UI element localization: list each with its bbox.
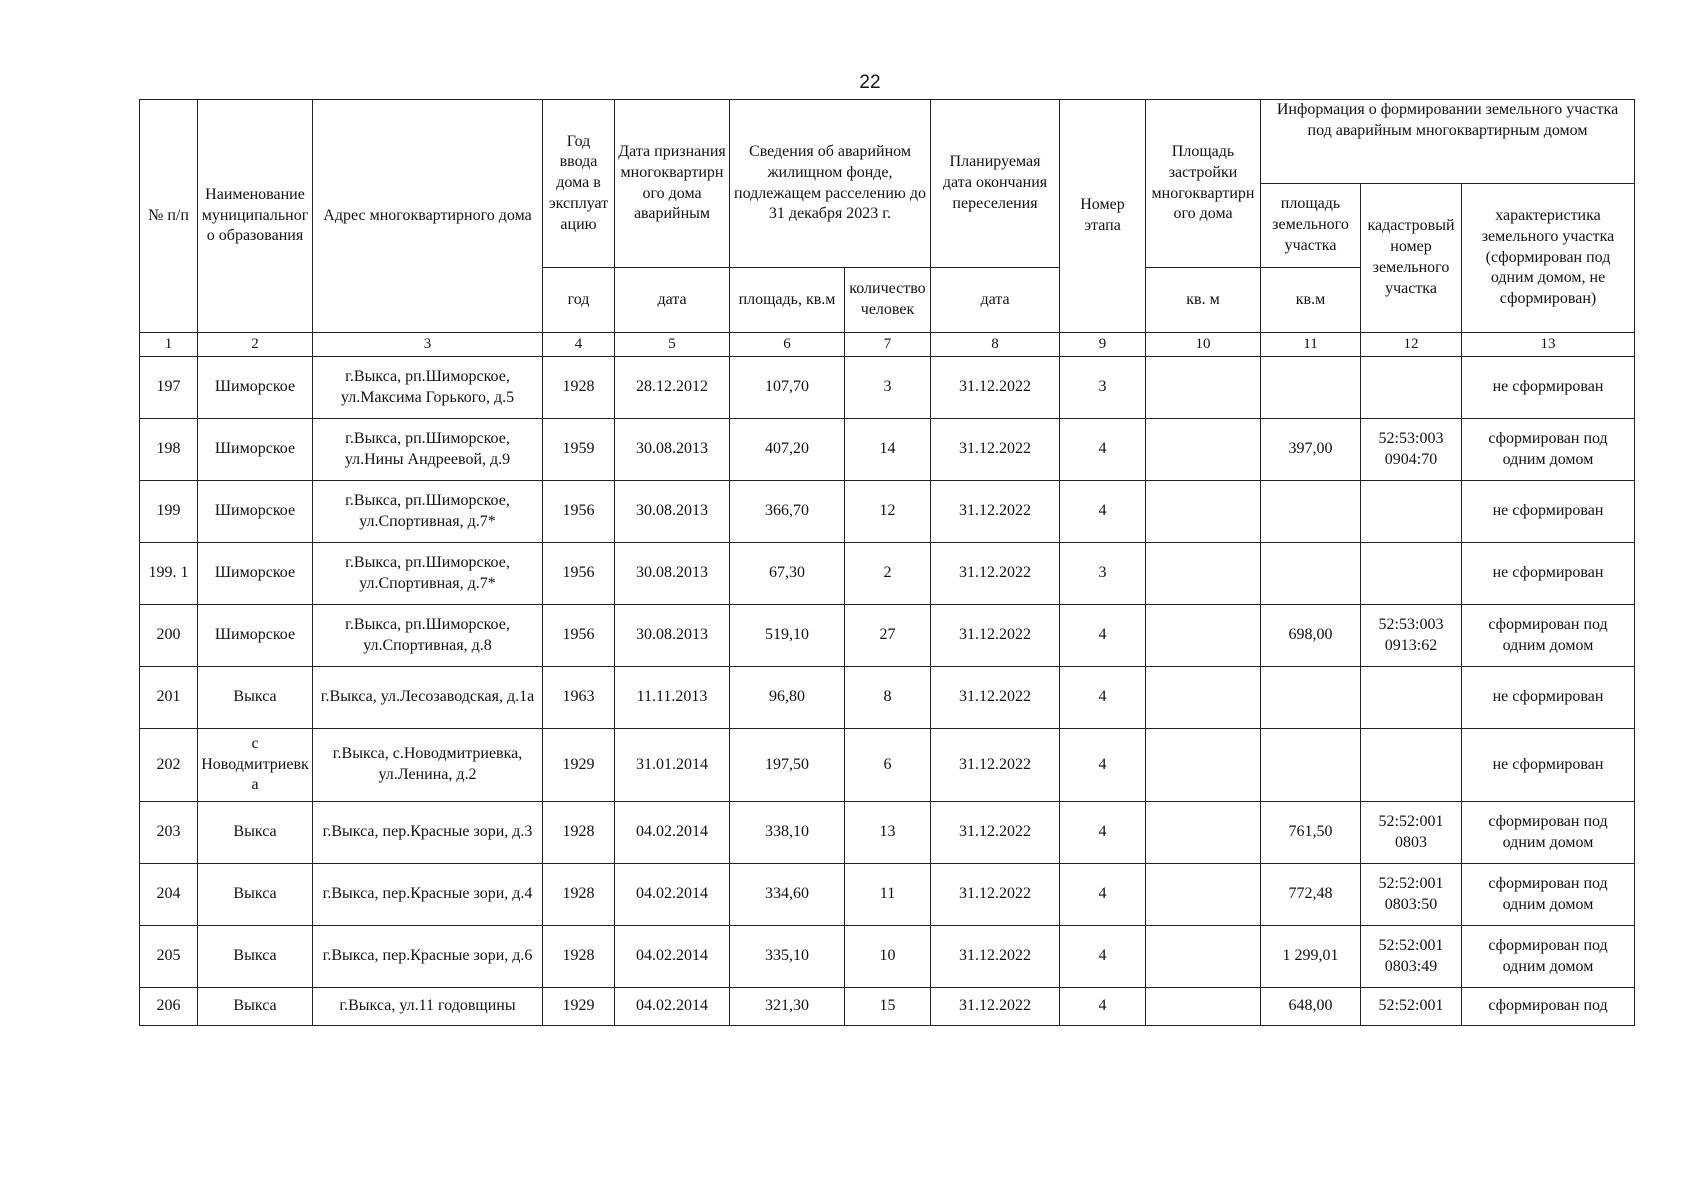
table-row	[140, 357, 1635, 419]
recognition-date-cell: 04.02.2014	[615, 802, 730, 864]
header-land-status: характеристика земельного участка (сформирован под одним домом, не сформирован)	[1462, 184, 1635, 333]
column-number: 11	[1261, 333, 1361, 357]
area-cell: 96,80	[730, 667, 845, 729]
land-status-cell: не сформирован	[1462, 729, 1635, 802]
land-status-cell: не сформирован	[1462, 357, 1635, 419]
municipality-cell: Выкса	[198, 988, 313, 1026]
stage-cell: 3	[1060, 357, 1146, 419]
column-number: 6	[730, 333, 845, 357]
cadastral-cell	[1361, 481, 1462, 543]
unit-year: год	[543, 268, 615, 333]
planned-date-cell: 31.12.2022	[931, 802, 1060, 864]
recognition-date-cell: 04.02.2014	[615, 988, 730, 1026]
column-number: 9	[1060, 333, 1146, 357]
header-planned-date: Планируемая дата окончания переселения	[931, 100, 1060, 268]
land-area-cell	[1261, 481, 1361, 543]
year-cell: 1956	[543, 543, 615, 605]
year-cell: 1928	[543, 357, 615, 419]
address-cell: г.Выкса, рп.Шиморское, ул.Спортивная, д.7*	[313, 481, 543, 543]
unit-people: количество человек	[845, 268, 931, 333]
building-area-cell	[1146, 802, 1261, 864]
header-land-plot-info: Информация о формировании земельного участка под аварийным многоквартирным домом	[1261, 100, 1635, 184]
municipality-cell: Выкса	[198, 926, 313, 988]
land-area-cell	[1261, 357, 1361, 419]
land-area-cell	[1261, 543, 1361, 605]
land-area-cell: 772,48	[1261, 864, 1361, 926]
address-cell: г.Выкса, пер.Красные зори, д.3	[313, 802, 543, 864]
unit-date: дата	[615, 268, 730, 333]
building-area-cell	[1146, 605, 1261, 667]
header-building-area: Площадь застройки многоквартирного дома	[1146, 100, 1261, 268]
header-land-area: площадь земельного участка	[1261, 184, 1361, 268]
recognition-date-cell: 11.11.2013	[615, 667, 730, 729]
table-row	[140, 481, 1635, 543]
planned-date-cell: 31.12.2022	[931, 543, 1060, 605]
people-cell: 8	[845, 667, 931, 729]
header-cadastral: кадастровый номер земельного участка	[1361, 184, 1462, 333]
header-address: Адрес многоквартирного дома	[313, 100, 543, 333]
column-number: 3	[313, 333, 543, 357]
recognition-date-cell: 28.12.2012	[615, 357, 730, 419]
table-row	[140, 667, 1635, 729]
table-row	[140, 419, 1635, 481]
cadastral-cell: 52:53:003 0913:62	[1361, 605, 1462, 667]
cadastral-cell	[1361, 543, 1462, 605]
column-number: 2	[198, 333, 313, 357]
header-recognition-date: Дата признания многоквартирного дома аварийным	[615, 100, 730, 268]
municipality-cell: Шиморское	[198, 605, 313, 667]
stage-cell: 4	[1060, 864, 1146, 926]
recognition-date-cell: 04.02.2014	[615, 864, 730, 926]
year-cell: 1959	[543, 419, 615, 481]
planned-date-cell: 31.12.2022	[931, 864, 1060, 926]
row-number: 197	[140, 357, 198, 419]
cadastral-cell	[1361, 667, 1462, 729]
land-status-cell: не сформирован	[1462, 667, 1635, 729]
address-cell: г.Выкса, с.Новодмитриевка, ул.Ленина, д.2	[313, 729, 543, 802]
year-cell: 1928	[543, 802, 615, 864]
stage-cell: 4	[1060, 729, 1146, 802]
recognition-date-cell: 31.01.2014	[615, 729, 730, 802]
municipality-cell: Шиморское	[198, 481, 313, 543]
row-number: 200	[140, 605, 198, 667]
area-cell: 321,30	[730, 988, 845, 1026]
planned-date-cell: 31.12.2022	[931, 605, 1060, 667]
planned-date-cell: 31.12.2022	[931, 667, 1060, 729]
table-row	[140, 729, 1635, 802]
column-number: 13	[1462, 333, 1635, 357]
area-cell: 519,10	[730, 605, 845, 667]
municipality-cell: Выкса	[198, 667, 313, 729]
header-stage: Номер этапа	[1060, 100, 1146, 333]
row-number: 201	[140, 667, 198, 729]
people-cell: 3	[845, 357, 931, 419]
column-number: 4	[543, 333, 615, 357]
column-number-row	[140, 333, 1635, 357]
cadastral-cell	[1361, 729, 1462, 802]
building-area-cell	[1146, 543, 1261, 605]
recognition-date-cell: 30.08.2013	[615, 543, 730, 605]
planned-date-cell: 31.12.2022	[931, 357, 1060, 419]
stage-cell: 4	[1060, 481, 1146, 543]
land-area-cell: 761,50	[1261, 802, 1361, 864]
area-cell: 366,70	[730, 481, 845, 543]
unit-building-area: кв. м	[1146, 268, 1261, 333]
table-row	[140, 926, 1635, 988]
area-cell: 338,10	[730, 802, 845, 864]
municipality-cell: Выкса	[198, 864, 313, 926]
emergency-housing-table	[139, 99, 1635, 1026]
land-area-cell: 397,00	[1261, 419, 1361, 481]
address-cell: г.Выкса, ул.11 годовщины	[313, 988, 543, 1026]
area-cell: 197,50	[730, 729, 845, 802]
row-number: 205	[140, 926, 198, 988]
cadastral-cell: 52:52:001 0803:50	[1361, 864, 1462, 926]
row-number: 203	[140, 802, 198, 864]
land-status-cell: сформирован под одним домом	[1462, 419, 1635, 481]
header-municipality: Наименование муниципального образования	[198, 100, 313, 333]
land-area-cell	[1261, 667, 1361, 729]
year-cell: 1963	[543, 667, 615, 729]
unit-land-area: кв.м	[1261, 268, 1361, 333]
people-cell: 15	[845, 988, 931, 1026]
cadastral-cell: 52:53:003 0904:70	[1361, 419, 1462, 481]
address-cell: г.Выкса, рп.Шиморское, ул.Нины Андреевой, д.9	[313, 419, 543, 481]
stage-cell: 4	[1060, 605, 1146, 667]
recognition-date-cell: 30.08.2013	[615, 605, 730, 667]
header-row-1	[140, 100, 1635, 184]
row-number: 204	[140, 864, 198, 926]
address-cell: г.Выкса, пер.Красные зори, д.4	[313, 864, 543, 926]
people-cell: 13	[845, 802, 931, 864]
cadastral-cell: 52:52:001	[1361, 988, 1462, 1026]
table-row	[140, 988, 1635, 1026]
unit-area: площадь, кв.м	[730, 268, 845, 333]
column-number: 12	[1361, 333, 1462, 357]
land-status-cell: сформирован под одним домом	[1462, 926, 1635, 988]
year-cell: 1956	[543, 481, 615, 543]
planned-date-cell: 31.12.2022	[931, 419, 1060, 481]
land-area-cell: 648,00	[1261, 988, 1361, 1026]
land-status-cell: сформирован под одним домом	[1462, 605, 1635, 667]
people-cell: 27	[845, 605, 931, 667]
building-area-cell	[1146, 729, 1261, 802]
year-cell: 1928	[543, 864, 615, 926]
building-area-cell	[1146, 988, 1261, 1026]
recognition-date-cell: 30.08.2013	[615, 419, 730, 481]
column-number: 5	[615, 333, 730, 357]
building-area-cell	[1146, 864, 1261, 926]
row-number: 206	[140, 988, 198, 1026]
municipality-cell: Шиморское	[198, 419, 313, 481]
planned-date-cell: 31.12.2022	[931, 926, 1060, 988]
table-row	[140, 605, 1635, 667]
cadastral-cell: 52:52:001 0803	[1361, 802, 1462, 864]
people-cell: 6	[845, 729, 931, 802]
address-cell: г.Выкса, пер.Красные зори, д.6	[313, 926, 543, 988]
municipality-cell: Шиморское	[198, 543, 313, 605]
table-row	[140, 864, 1635, 926]
planned-date-cell: 31.12.2022	[931, 988, 1060, 1026]
table-row	[140, 543, 1635, 605]
column-number: 8	[931, 333, 1060, 357]
address-cell: г.Выкса, рп.Шиморское, ул.Спортивная, д.7*	[313, 543, 543, 605]
land-status-cell: сформирован под одним домом	[1462, 802, 1635, 864]
row-number: 202	[140, 729, 198, 802]
people-cell: 14	[845, 419, 931, 481]
address-cell: г.Выкса, рп.Шиморское, ул.Максима Горького, д.5	[313, 357, 543, 419]
year-cell: 1929	[543, 729, 615, 802]
cadastral-cell	[1361, 357, 1462, 419]
column-number: 7	[845, 333, 931, 357]
area-cell: 334,60	[730, 864, 845, 926]
stage-cell: 4	[1060, 802, 1146, 864]
stage-cell: 4	[1060, 988, 1146, 1026]
address-cell: г.Выкса, рп.Шиморское, ул.Спортивная, д.8	[313, 605, 543, 667]
page-number: 22	[859, 72, 881, 93]
column-number: 1	[140, 333, 198, 357]
stage-cell: 4	[1060, 419, 1146, 481]
municipality-cell: Выкса	[198, 802, 313, 864]
land-status-cell: не сформирован	[1462, 481, 1635, 543]
area-cell: 407,20	[730, 419, 845, 481]
recognition-date-cell: 04.02.2014	[615, 926, 730, 988]
land-status-cell: не сформирован	[1462, 543, 1635, 605]
year-cell: 1956	[543, 605, 615, 667]
land-area-cell	[1261, 729, 1361, 802]
people-cell: 10	[845, 926, 931, 988]
people-cell: 12	[845, 481, 931, 543]
land-area-cell: 1 299,01	[1261, 926, 1361, 988]
unit-planned-date: дата	[931, 268, 1060, 333]
land-status-cell: сформирован под одним домом	[1462, 864, 1635, 926]
address-cell: г.Выкса, ул.Лесозаводская, д.1а	[313, 667, 543, 729]
column-number: 10	[1146, 333, 1261, 357]
building-area-cell	[1146, 667, 1261, 729]
cadastral-cell: 52:52:001 0803:49	[1361, 926, 1462, 988]
year-cell: 1929	[543, 988, 615, 1026]
area-cell: 107,70	[730, 357, 845, 419]
municipality-cell: с Новодмитриевка	[198, 729, 313, 802]
stage-cell: 4	[1060, 667, 1146, 729]
land-status-cell: сформирован под	[1462, 988, 1635, 1026]
header-year: Год ввода дома в эксплуатацию	[543, 100, 615, 268]
planned-date-cell: 31.12.2022	[931, 481, 1060, 543]
building-area-cell	[1146, 926, 1261, 988]
row-number: 199	[140, 481, 198, 543]
area-cell: 67,30	[730, 543, 845, 605]
people-cell: 11	[845, 864, 931, 926]
planned-date-cell: 31.12.2022	[931, 729, 1060, 802]
land-area-cell: 698,00	[1261, 605, 1361, 667]
stage-cell: 4	[1060, 926, 1146, 988]
stage-cell: 3	[1060, 543, 1146, 605]
building-area-cell	[1146, 357, 1261, 419]
year-cell: 1928	[543, 926, 615, 988]
table-row	[140, 802, 1635, 864]
header-number: № п/п	[140, 100, 198, 333]
building-area-cell	[1146, 481, 1261, 543]
row-number: 198	[140, 419, 198, 481]
people-cell: 2	[845, 543, 931, 605]
municipality-cell: Шиморское	[198, 357, 313, 419]
building-area-cell	[1146, 419, 1261, 481]
area-cell: 335,10	[730, 926, 845, 988]
header-emergency-fund: Сведения об аварийном жилищном фонде, подлежащем расселению до 31 декабря 2023 г.	[730, 100, 931, 268]
recognition-date-cell: 30.08.2013	[615, 481, 730, 543]
row-number: 199. 1	[140, 543, 198, 605]
